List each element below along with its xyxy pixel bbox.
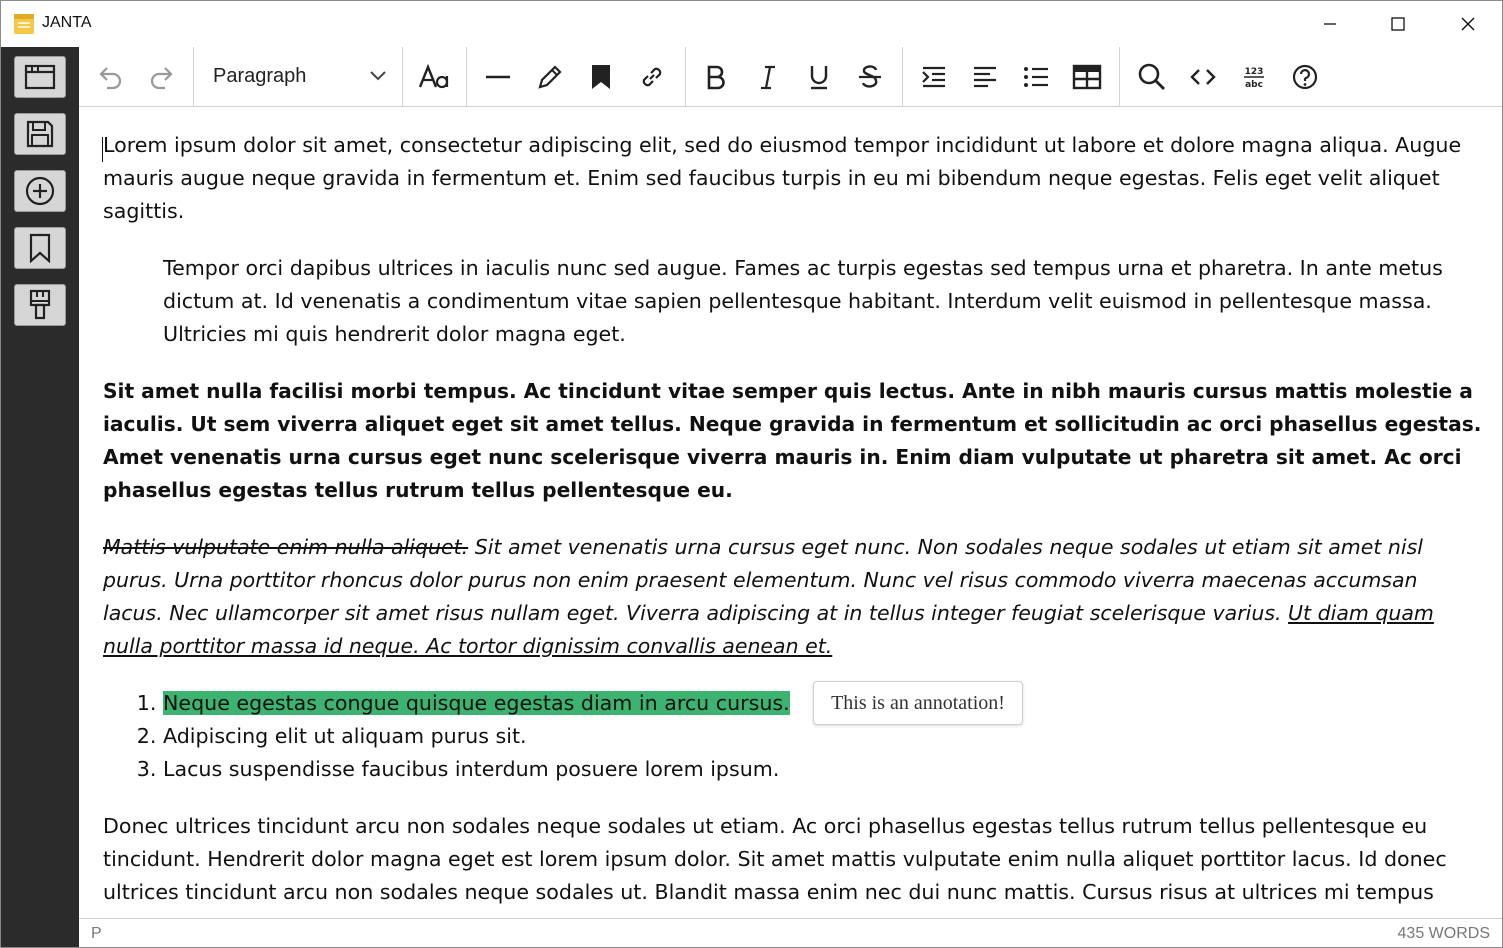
sidebar-new-button[interactable]: [14, 170, 66, 212]
table-button[interactable]: [1066, 47, 1108, 106]
paragraph: Lorem ipsum dolor sit amet, consectetur adipiscing elit, sed do eiusmod tempor incididunt ut labore et dolore magna aliqua. Augue mauris augue neque gravida in fermentum et. Enim sed faucibus turpis in eu mi bibendum neque egestas. Felis eget velit aliquet sagittis.: [103, 133, 1462, 223]
blockquote: Tempor orci dapibus ultrices in iaculis nunc sed augue. Fames ac turpis egestas sed tempus urna et pharetra. In ante metus dictum at. Id venenatis a condimentum vitae sapien pellentesque habitant. Interdum velit euismod in pellentesque massa. Ultricies mi quis hendrerit dolor magna eget.: [163, 256, 1443, 346]
bold-button[interactable]: [695, 47, 737, 106]
minimize-icon: [1323, 17, 1337, 31]
list-item: 3. Lacus suspendisse faucibus interdum posuere lorem ipsum.: [163, 753, 1483, 786]
toolbar-separator: [902, 47, 903, 106]
annotation-tooltip: This is an annotation!: [813, 681, 1023, 725]
toolbar-separator: [1119, 47, 1120, 106]
status-bar: [79, 918, 1502, 948]
toolbar-separator: [193, 47, 194, 106]
horizontal-rule-icon: [484, 63, 512, 91]
font-size-button[interactable]: [413, 47, 455, 106]
bullet-list-icon: [1022, 63, 1050, 91]
code-button[interactable]: [1182, 47, 1224, 106]
italic-text: Sit amet venenatis urna cursus eget nunc. Non sodales neque sodales ut etiam sit amet nisl purus. Urna porttitor rhoncus dolor purus non enim praesent elementum. Nunc vel risus commodo viverra maecenas accumsan lacus. Nec ullamcorper sit amet risus nullam eget. Viverra adipiscing at in tellus integer feugiat scelerisque varius.: [103, 535, 1423, 625]
app-logo-icon: [13, 13, 35, 35]
indent-icon: [920, 63, 948, 91]
title-bar: [1, 1, 1502, 47]
bold-paragraph: Sit amet nulla facilisi morbi tempus. Ac tincidunt vitae semper quis lectus. Ante in nibh mauris cursus mattis molestie a iaculis. Ut sem viverra aliquet eget sit amet tellus. Neque gravida in fermentum et sollicitudin ac orci phasellus egestas. Amet venenatis urna cursus eget nunc scelerisque viverra mauris in. Enim diam vulputate ut pharetra sit amet. Ac orci phasellus egestas tellus rutrum tellus pellentesque eu.: [103, 379, 1482, 502]
undo-icon: [96, 63, 124, 91]
document-content[interactable]: [103, 129, 1483, 917]
chevron-down-icon: [369, 69, 387, 83]
bookmark-icon: [589, 63, 613, 91]
svg-text:abc: abc: [1245, 79, 1263, 90]
svg-text:123: 123: [1244, 66, 1264, 77]
close-button[interactable]: [1433, 1, 1503, 47]
brush-icon: [27, 289, 53, 321]
window-title: JANTA: [42, 14, 92, 31]
underlined-text: Ut diam quam nulla porttitor massa id neque. Ac tortor dignissim convallis aenean et.: [103, 601, 1434, 658]
paragraph: Donec ultrices tincidunt arcu non sodales neque sodales ut etiam. Ac orci phasellus egestas tellus rutrum tellus pellentesque eu tincidunt. Hendrerit dolor magna eget est lorem ipsum dolor. Sit amet mattis vulputate enim nulla aliquet porttitor lacus. Id donec ultrices tincidunt arcu non sodales neque sodales ut. Blandit massa enim nec dui nunc mattis. Cursus risus at ultrices mi tempus: [103, 814, 1447, 904]
italic-paragraph: [103, 531, 1483, 663]
link-button[interactable]: [631, 47, 673, 106]
bookmark-icon: [28, 233, 52, 263]
undo-button[interactable]: [89, 47, 131, 106]
toolbar-separator: [466, 47, 467, 106]
word-count-button[interactable]: [1233, 47, 1275, 106]
help-icon: [1291, 63, 1319, 91]
minimize-button[interactable]: [1295, 1, 1365, 47]
toolbar-separator: [685, 47, 686, 106]
window-icon: [24, 63, 56, 91]
code-icon: [1189, 63, 1217, 91]
search-icon: [1137, 62, 1167, 92]
maximize-icon: [1391, 17, 1405, 31]
sidebar-window-button[interactable]: [14, 56, 66, 98]
search-button[interactable]: [1131, 47, 1173, 106]
help-button[interactable]: [1284, 47, 1326, 106]
element-path: P: [91, 925, 102, 942]
strikethrough-icon: [857, 63, 883, 91]
italic-button[interactable]: [747, 47, 789, 106]
align-left-icon: [971, 63, 999, 91]
link-icon: [637, 62, 667, 92]
annotation-button[interactable]: [580, 47, 622, 106]
maximize-button[interactable]: [1363, 1, 1433, 47]
pencil-icon: [536, 63, 564, 91]
sidebar-save-button[interactable]: [14, 113, 66, 155]
underline-button[interactable]: [798, 47, 840, 106]
redo-button[interactable]: [141, 47, 183, 106]
word-count[interactable]: 435 WORDS: [1397, 925, 1490, 942]
bullet-list-button[interactable]: [1015, 47, 1057, 106]
font-size-icon: [418, 63, 450, 91]
close-icon: [1460, 16, 1476, 32]
sidebar: [1, 47, 79, 947]
highlight-button[interactable]: [529, 47, 571, 106]
formatting-toolbar: [79, 47, 1502, 107]
redo-icon: [148, 63, 176, 91]
underline-icon: [807, 63, 831, 91]
sidebar-theme-button[interactable]: [14, 284, 66, 326]
word-count-icon: [1240, 63, 1268, 91]
sidebar-bookmark-button[interactable]: [14, 227, 66, 269]
editor-area[interactable]: [79, 107, 1502, 917]
strikethrough-button[interactable]: [849, 47, 891, 106]
toolbar-separator: [402, 47, 403, 106]
table-icon: [1072, 63, 1102, 91]
add-circle-icon: [24, 175, 56, 207]
list-item: 2. Adipiscing elit ut aliquam purus sit.: [163, 720, 1483, 753]
italic-icon: [756, 63, 780, 91]
block-format-select[interactable]: [195, 47, 403, 106]
strikethrough-text: Mattis vulputate enim nulla aliquet.: [103, 535, 469, 559]
ordered-list: [103, 687, 1483, 786]
highlighted-text[interactable]: Neque egestas congue quisque egestas diam in arcu cursus.: [163, 691, 790, 715]
save-icon: [25, 119, 55, 149]
indent-button[interactable]: [913, 47, 955, 106]
bold-icon: [704, 63, 728, 91]
horizontal-rule-button[interactable]: [477, 47, 519, 106]
align-left-button[interactable]: [964, 47, 1006, 106]
block-format-value: Paragraph: [213, 65, 307, 87]
